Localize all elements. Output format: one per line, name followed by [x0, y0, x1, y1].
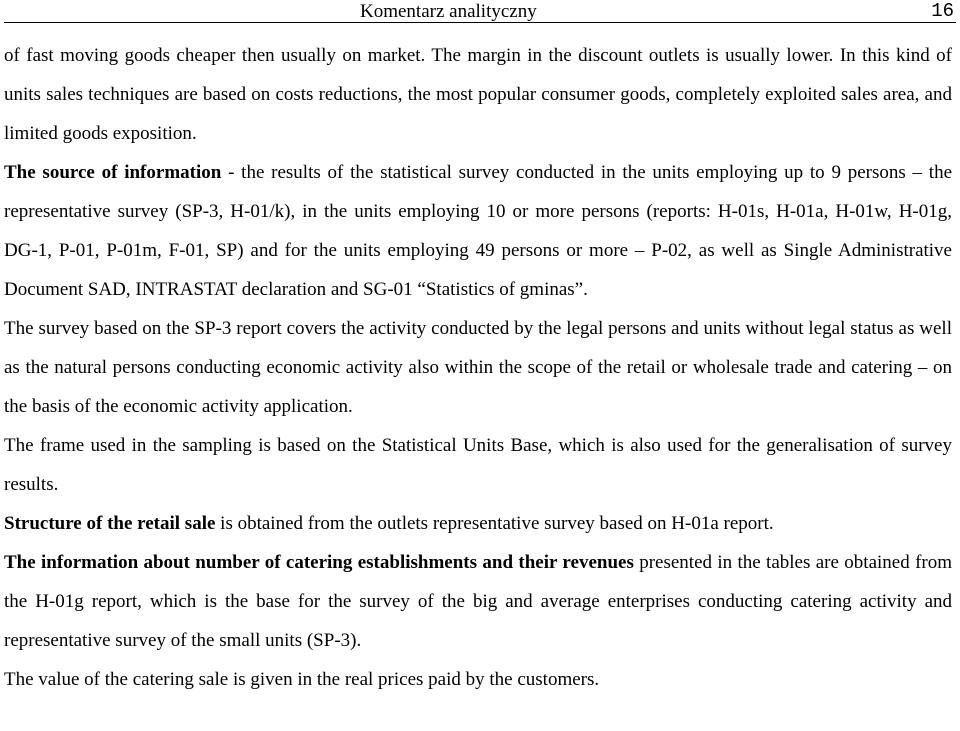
- heading-source-of-information: The source of information: [4, 162, 222, 183]
- paragraph-sampling-frame: The frame used in the sampling is based on the Statistical Units Base, which is also used for the generalisation of survey results.: [4, 435, 952, 495]
- paragraph-retail-structure: [4, 504, 952, 543]
- paragraph-survey-sp3: The survey based on the SP-3 report covers the activity conducted by the legal persons and units without legal status as well as the natural persons conducting economic activity also within the scope of the retail or wholesale trade and catering – on the basis of the economic activity application.: [4, 318, 952, 417]
- paragraph-discount-outlets: of fast moving goods cheaper then usually on market. The margin in the discount outlets is usually lower. In this kind of units sales techniques are based on costs reductions, the most popular consumer goods, completely exploited sales area, and limited goods exposition.: [4, 45, 952, 144]
- paragraph-catering-value: The value of the catering sale is given in the real prices paid by the customers.: [4, 669, 600, 690]
- source-of-information-text: - the results of the statistical survey conducted in the units employing up to 9 persons – the representative survey (SP-3, H-01/k), in the units employing 10 or more persons (reports: H-01s, H-01a, H-01w, H-01g, DG-1, P-01, P-01m, F-01, SP) and for the units employing 49 persons or more – P-02, as well as Single Administrative Document SAD, INTRASTAT declaration and SG-01 “Statistics of gminas”.: [4, 162, 952, 300]
- page-number: 16: [931, 0, 954, 22]
- retail-structure-text: is obtained from the outlets representative survey based on H-01a report.: [215, 513, 774, 534]
- document-body: [4, 36, 952, 699]
- paragraph-catering-information: [4, 543, 952, 660]
- header-title: Komentarz analityczny: [360, 1, 537, 22]
- catering-information-text: presented in the tables are obtained from the H-01g report, which is the base for the survey of the big and average enterprises conducting catering activity and representative survey of the small units (SP-3).: [4, 552, 952, 651]
- heading-catering-information: The information about number of catering establishments and their revenues: [4, 552, 634, 573]
- paragraph-source-of-information: [4, 153, 952, 309]
- heading-retail-structure: Structure of the retail sale: [4, 513, 216, 534]
- page-header: [4, 0, 956, 23]
